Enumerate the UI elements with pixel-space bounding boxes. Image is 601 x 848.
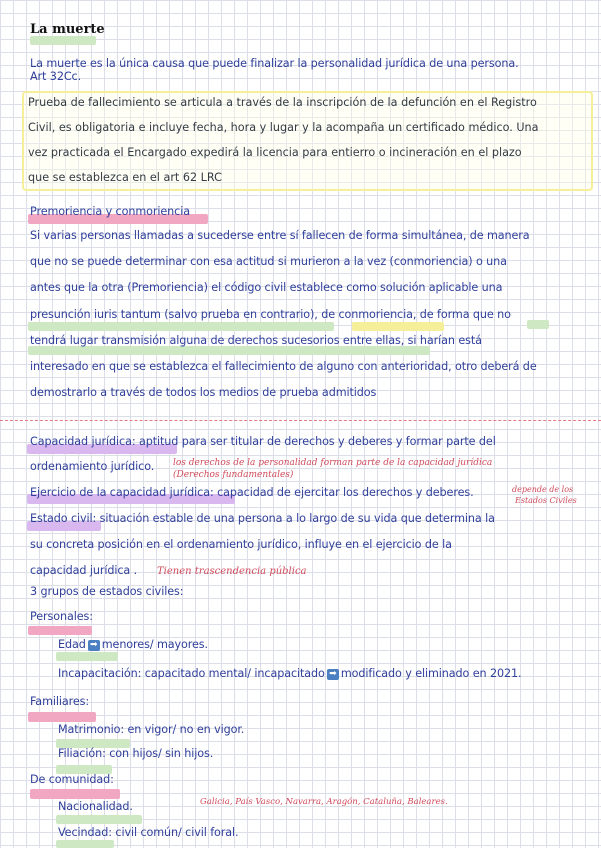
incap-a: Incapacitación: capacitado mental/ incapacitado xyxy=(58,667,325,680)
edad-rest: menores/ mayores. xyxy=(101,638,208,651)
hl-comunidad xyxy=(30,789,120,799)
premoriencia-line-3: antes que la otra (Premoriencia) el código civil establece como solución aplicable una xyxy=(30,281,503,294)
note-derechos-personalidad: los derechos de la personalidad forman parte de la capacidad jurídica xyxy=(173,458,493,468)
ejercicio-line: Ejercicio de la capacidad jurídica: capacidad de ejercitar los derechos y deberes. xyxy=(30,486,474,499)
estado-line-2: su concreta posición en el ordenamiento jurídico, influye en el ejercicio de la xyxy=(30,538,452,551)
box-line-4: que se establezca en el art 62 LRC xyxy=(28,171,222,184)
hl-edad xyxy=(56,652,118,661)
box-line-1: Prueba de fallecimiento se articula a través de la inscripción de la defunción en el Registro xyxy=(28,96,537,109)
intro-line-1: La muerte es la única causa que puede finalizar la personalidad jurídica de una persona. xyxy=(30,57,519,70)
premoriencia-line-4: presunción iuris tantum (salvo prueba en contrario), de conmoriencia, de forma que no xyxy=(30,308,511,321)
familiares-heading: Familiares: xyxy=(30,695,90,708)
vecindad-line: Vecindad: civil común/ civil foral. xyxy=(58,826,239,839)
hl-vecindad xyxy=(56,840,114,848)
hl-nacionalidad xyxy=(56,815,142,824)
note-derechos-fundamentales: (Derechos fundamentales) xyxy=(173,470,294,480)
hl-personales xyxy=(28,626,92,635)
premoriencia-line-6: interesado en que se establezca el fallecimiento de alguno con anterioridad, otro deberá de xyxy=(30,360,537,373)
estado-line-1: Estado civil: situación estable de una persona a lo largo de su vida que determina la xyxy=(30,512,495,525)
note-depende: depende de los xyxy=(512,485,574,494)
premoriencia-line-5: tendrá lugar transmisión alguna de derechos sucesorios entre ellas, si harían está xyxy=(30,334,482,347)
edad-row xyxy=(58,638,208,651)
arrow-right-icon: ➡ xyxy=(327,669,339,680)
nacionalidad-line: Nacionalidad. xyxy=(58,800,133,813)
note-estados-civiles: Estados Civiles xyxy=(515,496,577,505)
premoriencia-line-2: que no se puede determinar con esa actitud si murieron a la vez (conmoriencia) o una xyxy=(30,255,507,268)
hl-conmoriencia xyxy=(352,322,444,331)
box-line-2: Civil, es obligatoria e incluye fecha, hora y lugar y la acompaña un certificado médico. Una xyxy=(28,121,539,134)
premoriencia-line-7: demostrarlo a través de todos los medios de prueba admitidos xyxy=(30,386,377,399)
personales-heading: Personales: xyxy=(30,610,93,623)
estado-line-3: capacidad jurídica . xyxy=(30,564,138,577)
note-comunidades: Galicia, País Vasco, Navarra, Aragón, Cataluña, Baleares. xyxy=(200,797,448,807)
premoriencia-heading: Premoriencia y conmoriencia xyxy=(30,205,190,218)
page-title: La muerte xyxy=(30,22,105,37)
edad-label: Edad xyxy=(58,638,86,651)
matrimonio-line: Matrimonio: en vigor/ no en vigor. xyxy=(58,723,245,736)
title-highlight xyxy=(30,36,96,45)
filiacion-line: Filiación: con hijos/ sin hijos. xyxy=(58,747,214,760)
grupos-line: 3 grupos de estados civiles: xyxy=(30,585,184,598)
premoriencia-line-1: Si varias personas llamadas a sucederse entre sí fallecen de forma simultánea, de manera xyxy=(30,229,530,242)
box-line-3: vez practicada el Encargado expedirá la licencia para entierro o incineración en el plazo xyxy=(28,146,522,159)
section-divider xyxy=(0,420,601,421)
hl-tendra xyxy=(28,346,430,355)
capacidad-line-1: Capacidad jurídica: aptitud para ser titular de derechos y deberes y formar parte del xyxy=(30,435,496,448)
intro-line-2: Art 32Cc. xyxy=(30,70,82,83)
incapacitacion-row xyxy=(58,667,522,680)
capacidad-line-2: ordenamiento jurídico. xyxy=(30,460,155,473)
hl-presuncion xyxy=(28,322,334,331)
incap-b: modificado y eliminado en 2021. xyxy=(340,667,522,680)
comunidad-heading: De comunidad: xyxy=(30,773,114,786)
note-trascendencia: Tienen trascendencia pública xyxy=(157,566,307,577)
hl-no xyxy=(527,320,549,329)
arrow-right-icon: ➡ xyxy=(88,640,100,651)
hl-familiares xyxy=(28,712,96,722)
